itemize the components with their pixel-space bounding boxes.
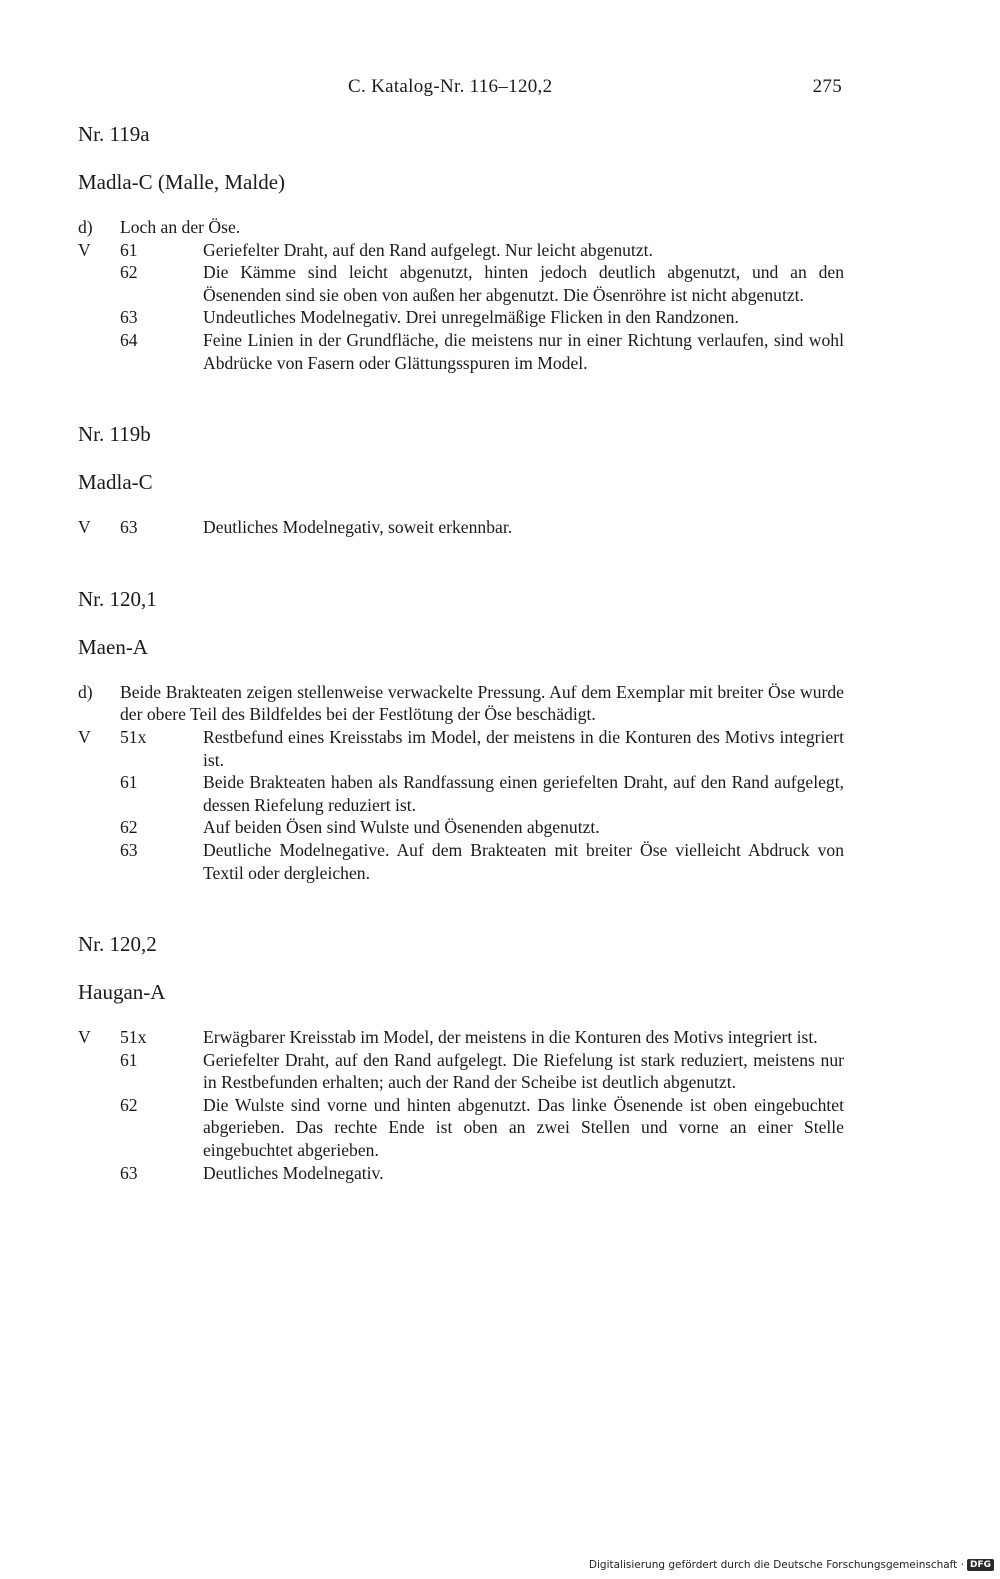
v-label: V: [78, 726, 91, 747]
v-code: 63: [120, 1162, 138, 1183]
v-code: 61: [120, 772, 138, 793]
v-code: 64: [120, 329, 138, 350]
v-text: Auf beiden Ösen sind Wulste und Ösenenden abgenutzt.: [203, 817, 600, 838]
v-text: Restbefund eines Kreisstabs im Model, der meistens in die Konturen des Motivs integriert ist.: [203, 726, 844, 770]
v-text: Die Kämme sind leicht abgenutzt, hinten jedoch deutlich abgenutzt, und an den Ösenenden sind sie oben von außen her abgenutzt. Die Ösenröhre ist nicht abgenutzt.: [203, 262, 844, 305]
v-text: Geriefelter Draht, auf den Rand aufgelegt. Nur leicht abgenutzt.: [203, 239, 653, 260]
d-label: d): [78, 217, 93, 237]
v-text: Deutliches Modelnegativ, soweit erkennbar.: [203, 517, 513, 538]
catalog-entries: [78, 120, 844, 1230]
v-code: 61: [120, 1049, 138, 1070]
v-row: [78, 329, 844, 374]
v-row: [78, 1094, 844, 1162]
v-text: Feine Linien in der Grundfläche, die meistens nur in einer Richtung verlaufen, sind wohl Abdrücke von Fasern oder Glättungsspuren im Model.: [203, 329, 844, 373]
v-code: 51x: [120, 1027, 147, 1048]
v-code: 63: [120, 517, 138, 538]
v-row: [78, 1049, 844, 1094]
entry-number: Nr. 119a: [78, 122, 150, 146]
catalog-entry: [78, 930, 844, 1184]
v-row: [78, 516, 844, 539]
v-text: Deutliches Modelnegativ.: [203, 1162, 384, 1183]
v-code: 62: [120, 817, 138, 838]
v-row: [78, 239, 844, 262]
v-code: 63: [120, 839, 138, 860]
running-head: [348, 76, 842, 98]
v-text: Die Wulste sind vorne und hinten abgenutzt. Das linke Ösenende ist oben eingebuchtet abgerieben. Das rechte Ende ist oben an zwei Stellen und vorne an einer Stelle eingebuchtet abgerieben.: [203, 1094, 844, 1161]
d-text: Loch an der Öse.: [120, 217, 241, 237]
d-text: Beide Brakteaten zeigen stellenweise verwackelte Pressung. Auf dem Exemplar mit breiter Öse wurde der obere Teil des Bildfeldes bei der Festlötung der Öse beschädigt.: [120, 681, 844, 725]
v-text: Geriefelter Draht, auf den Rand aufgelegt. Die Riefelung ist stark reduziert, meistens nur in Restbefunden erhalten; auch der Rand der Scheibe ist deutlich abgenutzt.: [203, 1049, 844, 1093]
v-label: V: [78, 517, 91, 538]
entry-d-note: [78, 216, 844, 239]
entry-name: Maen-A: [78, 634, 148, 659]
v-row: [78, 1026, 844, 1049]
entry-name: Madla-C (Malle, Malde): [78, 170, 286, 194]
entry-name: Madla-C: [78, 470, 153, 495]
entry-number: Nr. 120,1: [78, 586, 157, 611]
v-text: Erwägbarer Kreisstab im Model, der meistens in die Konturen des Motivs integriert ist.: [203, 1027, 818, 1048]
v-label: V: [78, 239, 91, 260]
entry-number: Nr. 120,2: [78, 932, 157, 957]
v-code: 51x: [120, 726, 147, 747]
running-head-title: C. Katalog-Nr. 116–120,2: [348, 76, 553, 97]
dfg-logo: DFG: [967, 1559, 994, 1571]
v-code: 61: [120, 239, 138, 260]
v-row: [78, 1162, 844, 1185]
catalog-entry: [78, 420, 844, 539]
v-row: [78, 726, 844, 771]
v-code: 62: [120, 1094, 138, 1115]
v-text: Undeutliches Modelnegativ. Drei unregelmäßige Flicken in den Randzonen.: [203, 307, 739, 328]
v-code: 62: [120, 262, 138, 283]
footer-credit: [589, 1559, 994, 1571]
v-row: [78, 816, 844, 839]
v-text: Deutliche Modelnegative. Auf dem Brakteaten mit breiter Öse vielleicht Abdruck von Textil oder dergleichen.: [203, 839, 844, 883]
v-row: [78, 261, 844, 306]
v-label: V: [78, 1027, 91, 1048]
entry-name: Haugan-A: [78, 980, 166, 1005]
v-code: 63: [120, 307, 138, 328]
entry-d-note: [78, 681, 844, 726]
entry-number: Nr. 119b: [78, 422, 151, 447]
v-row: [78, 306, 844, 329]
catalog-entry: [78, 585, 844, 884]
page-number: 275: [812, 76, 842, 97]
catalog-entry: [78, 120, 844, 374]
footer-text: Digitalisierung gefördert durch die Deutsche Forschungsgemeinschaft ·: [588, 1559, 964, 1571]
v-text: Beide Brakteaten haben als Randfassung einen geriefelten Draht, auf den Rand aufgelegt, dessen Riefelung reduziert ist.: [203, 772, 844, 815]
d-label: d): [78, 681, 93, 702]
v-row: [78, 771, 844, 816]
v-row: [78, 839, 844, 884]
